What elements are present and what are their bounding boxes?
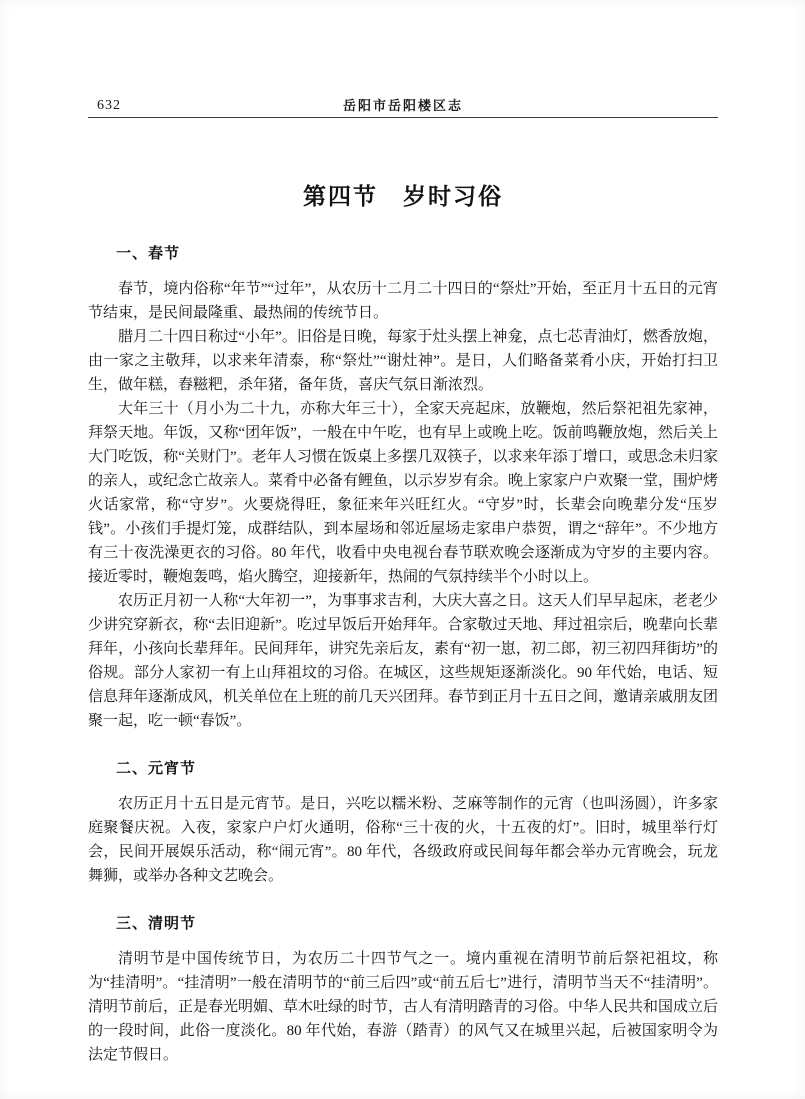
running-head-title: 岳阳市岳阳楼区志 <box>342 98 463 113</box>
paragraph: 农历正月初一人称“大年初一”，为事事求吉利，大庆大喜之日。这天人们早早起床，老老少少讲究穿新衣，称“去旧迎新”。吃过早饭后开始拜年。合家敬过天地、拜过祖宗后，晚辈向长辈拜年，小孩向长辈拜年。民间拜年，讲究先亲后友，素有“初一崽，初二郎，初三初四拜街坊”的俗规。部分人家初一有上山拜祖坟的习俗。在城区，这些规矩逐渐淡化。90 年代始，电话、短信息拜年逐渐成风，机关单位在上班的前几天兴团拜。春节到正月十五日之间，邀请亲戚朋友团聚一起，吃一顿“春饭”。 <box>88 593 719 729</box>
page-number: 632 <box>97 98 121 113</box>
paragraph: 腊月二十四日称过“小年”。旧俗是日晚，每家于灶头摆上神龛，点七芯青油灯，燃香放炮，由一家之主敬拜，以求来年清泰，称“祭灶”“谢灶神”。是日，人们略备菜肴小庆，开始打扫卫生，做年糕，舂糍粑，杀年猪，备年货，喜庆气氛日渐浓烈。 <box>88 329 718 393</box>
paragraph: 春节，境内俗称“年节”“过年”，从农历十二月二十四日的“祭灶”开始，至正月十五日的元宵节结束，是民间最隆重、最热闹的传统节日。 <box>88 281 718 321</box>
running-head <box>88 97 718 118</box>
section-qingming-festival <box>88 914 718 1067</box>
chapter-title: 第四节 岁时习俗 <box>303 183 503 209</box>
subsection-heading-qingming-festival: 三、清明节 <box>116 915 197 932</box>
paragraph: 大年三十（月小为二十九，亦称大年三十），全家天亮起床，放鞭炮，然后祭祀祖先家神，拜祭天地。年饭，又称“团年饭”，一般在中午吃，也有早上或晚上吃。饭前鸣鞭放炮，然后关上大门吃饭，称“关财门”。老年人习惯在饭桌上多摆几双筷子，以求来年添丁增口，或思念未归家的亲人，或纪念亡故亲人。菜肴中必备有鲤鱼，以示岁岁有余。晚上家家户户欢聚一堂，围炉烤火话家常，称“守岁”。火要烧得旺，象征来年兴旺红火。“守岁”时，长辈会向晚辈分发“压岁钱”。小孩们手提灯笼，成群结队，到本屋场和邻近屋场走家串户恭贺，谓之“辞年”。不少地方有三十夜洗澡更衣的习俗。80 年代，收看中央电视台春节联欢晚会逐渐成为守岁的主要内容。接近零时，鞭炮轰鸣，焰火腾空，迎接新年，热闹的气氛持续半个小时以上。 <box>88 401 719 585</box>
subsection-heading-spring-festival: 一、春节 <box>116 245 181 262</box>
page-content <box>88 97 718 1067</box>
section-spring-festival <box>88 244 718 733</box>
paragraph: 农历正月十五日是元宵节。是日，兴吃以糯米粉、芝麻等制作的元宵（也叫汤圆），许多家庭聚餐庆祝。入夜，家家户户灯火通明，俗称“三十夜的火，十五夜的灯”。旧时，城里举行灯会，民间开展娱乐活动，称“闹元宵”。80 年代，各级政府或民间每年都会举办元宵晚会，玩龙舞狮，或举办各种文艺晚会。 <box>88 796 718 884</box>
section-lantern-festival <box>88 759 718 888</box>
subsection-heading-lantern-festival: 二、元宵节 <box>116 760 197 777</box>
paragraph: 清明节是中国传统节日，为农历二十四节气之一。境内重视在清明节前后祭祀祖坟，称为“挂清明”。“挂清明”一般在清明节的“前三后四”或“前五后七”进行，清明节当天不“挂清明”。清明节前后，正是春光明媚、草木吐绿的时节，古人有清明踏青的习俗。中华人民共和国成立后的一段时间，此俗一度淡化。80 年代始，春游（踏青）的风气又在城里兴起，后被国家明令为法定节假日。 <box>88 951 719 1063</box>
